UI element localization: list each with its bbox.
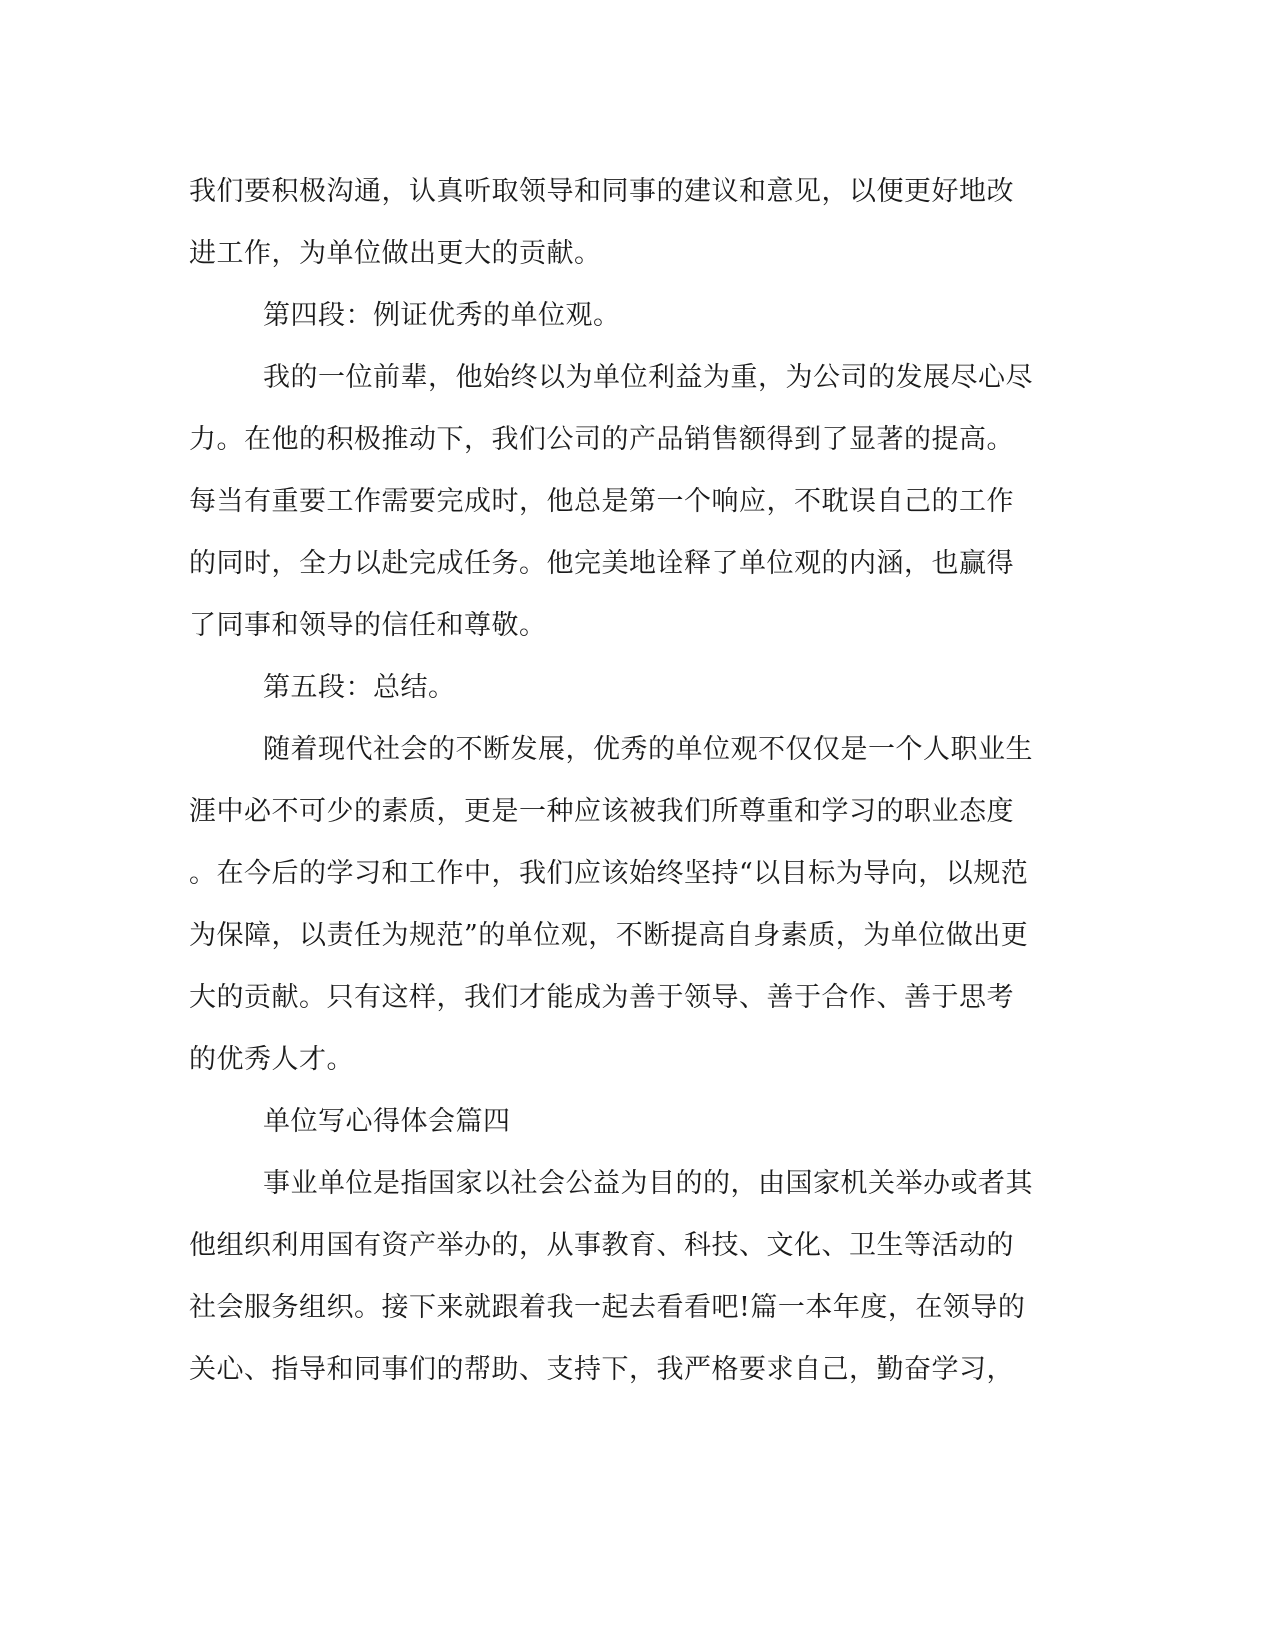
text-line: 的优秀人才。 — [189, 1044, 354, 1075]
text-line: 为保障，以责任为规范”的单位观，不断提高自身素质，为单位做出更 — [189, 920, 1029, 951]
text-line: 每当有重要工作需要完成时，他总是第一个响应，不耽误自己的工作 — [189, 486, 1014, 517]
section-heading: 第四段：例证优秀的单位观。 — [263, 300, 621, 331]
text-line: 我们要积极沟通，认真听取领导和同事的建议和意见，以便更好地改 — [189, 176, 1014, 207]
text-line: 力。在他的积极推动下，我们公司的产品销售额得到了显著的提高。 — [189, 424, 1014, 455]
text-line: 他组织利用国有资产举办的，从事教育、科技、文化、卫生等活动的 — [189, 1230, 1014, 1261]
text-line: 。在今后的学习和工作中，我们应该始终坚持“以目标为导向，以规范 — [189, 858, 1029, 889]
text-line: 进工作，为单位做出更大的贡献。 — [189, 238, 602, 269]
text-line: 大的贡献。只有这样，我们才能成为善于领导、善于合作、善于思考 — [189, 982, 1014, 1013]
text-line: 社会服务组织。接下来就跟着我一起去看看吧!篇一本年度，在领导的 — [189, 1292, 1026, 1323]
text-line: 涯中必不可少的素质，更是一种应该被我们所尊重和学习的职业态度 — [189, 796, 1014, 827]
text-line: 事业单位是指国家以社会公益为目的的，由国家机关举办或者其 — [263, 1168, 1033, 1199]
text-line: 的同时，全力以赴完成任务。他完美地诠释了单位观的内涵，也赢得 — [189, 548, 1014, 579]
text-line: 了同事和领导的信任和尊敬。 — [189, 610, 547, 641]
document-body — [189, 161, 1074, 1401]
section-heading: 第五段：总结。 — [263, 672, 456, 703]
text-line: 随着现代社会的不断发展，优秀的单位观不仅仅是一个人职业生 — [263, 734, 1033, 765]
article-title: 单位写心得体会篇四 — [263, 1106, 511, 1137]
text-line: 关心、指导和同事们的帮助、支持下，我严格要求自己，勤奋学习， — [189, 1354, 1014, 1385]
text-line: 我的一位前辈，他始终以为单位利益为重，为公司的发展尽心尽 — [263, 362, 1033, 393]
